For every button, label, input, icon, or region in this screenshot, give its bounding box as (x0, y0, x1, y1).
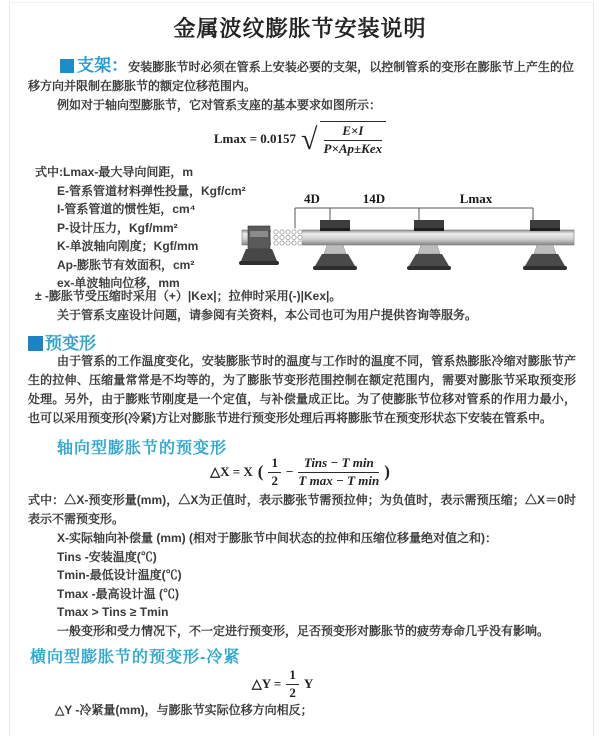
definition-item: X-实际轴向补偿量 (mm) (相对于膨胀节中间状态的拉伸和压缩位移量绝对值之和)： (57, 531, 497, 545)
lmax-formula-numerator: E×I (324, 124, 383, 141)
lateral-subheading: 横向型膨胀节的预变形-冷紧 (30, 649, 241, 666)
open-paren: ( (257, 462, 264, 482)
delta-y-lhs: △Y = (251, 676, 282, 692)
dim-label-lmax: Lmax (459, 191, 493, 206)
definition-item: Tmax -最高设计温 (℃) (57, 586, 180, 601)
support-paragraph (28, 56, 574, 96)
delta-y-denominator: 2 (289, 684, 296, 700)
predeform-paragraph: 由于管系的工作温度变化，安装膨胀节时的温度与工作时的温度不同，管系热膨胀冷缩对膨胀节产生的拉伸、压缩量常常是不均等的，为了膨胀节变形范围控制在额定范围内，需要对膨胀节采取预变形处理。另外，由于膨账节刚度是一个定值，与补偿量成正比。为了使膨胀节位移对管系的作用力最小，也可以采用预变形(冷紧)方让对膨胀节进行预变形处理后再将膨胀节在预变形状态下安装在管系中。 (28, 354, 576, 425)
temperature-definitions-list (57, 529, 549, 641)
page-title: 金属波纹膨胀节安装说明 (173, 16, 427, 41)
definition-item: Ap-膨胀节有效面积，cm² (57, 257, 195, 272)
predeform-heading-label: 预变形 (45, 334, 96, 353)
half-denominator: 2 (271, 472, 278, 488)
radical-icon: √ (301, 122, 318, 156)
definition-item: ex-单波轴向位移，mm (57, 276, 180, 290)
minus-operator: − (285, 464, 294, 480)
support-section-heading: 支架： (77, 56, 129, 75)
definition-item: K-单波轴向刚度；Kgf/mm (57, 239, 199, 253)
lmax-formula-lhs: Lmax = 0.0157 (213, 130, 297, 146)
half-numerator: 1 (268, 456, 281, 473)
delta-x-formula (0, 456, 600, 489)
bellows-icon (271, 229, 302, 247)
sign-convention-note: ± -膨胀节受压缩时采用（+）|Kex|；拉伸时采用(-)|Kex|。 (35, 289, 342, 303)
predeform-section-heading (28, 329, 96, 354)
axial-subheading: 轴向型膨胀节的预变形 (57, 440, 228, 457)
dim-label-14d: 14D (362, 191, 386, 206)
pipe-support-diagram (238, 190, 590, 291)
definition-item: E-管系管道材料弹性投量，Kgf/cm² (57, 183, 246, 198)
definition-item: I-管系管道的惯性矩，cm⁴ (57, 202, 196, 216)
definition-item: Tmin-最低设计温度(℃) (57, 568, 182, 583)
delta-y-rhs: Y (303, 676, 314, 692)
delta-y-numerator: 1 (286, 668, 299, 685)
service-note: 关于管系支座设计问题，请参阅有关资料，本公司也可为用户提供咨询等服务。 (57, 308, 478, 322)
general-note: 一般变形和受力情况下，不一定进行预变形，足否预变形对膨胀节的疲劳寿命几乎没有影响。 (57, 623, 550, 638)
temp-numerator: Tins − T min (298, 456, 379, 473)
cold-tighten-note: △Y -冷紧量(mm)，与膨胀节实际位移方向相反； (55, 703, 313, 717)
close-paren: ) (384, 462, 390, 482)
temp-denominator: T max − T min (298, 472, 380, 488)
support-paragraph-text: 安装膨胀节时必须在管系上安装必要的支架，以控制管系的变形在膨胀节上产生的位移方向并限制在膨胀节的额定位移范围内。 (28, 60, 574, 93)
section-bullet-square-icon (28, 336, 43, 351)
definition-item: Tmax > Tins ≥ Tmin (57, 605, 169, 620)
definition-item: 式中:Lmax-最大导向间距，m (35, 165, 194, 179)
delta-x-explanation: 式中：△X-预变形量(mm)，△X为正值时，表示膨张节需预拉伸；为负值时，表示需预压缩；△X＝0时表示不需预变形。 (28, 493, 576, 526)
delta-x-lhs: △X = X (210, 464, 253, 480)
square-root-expression (301, 121, 386, 157)
support-section (28, 56, 574, 115)
support-example-line: 例如对于轴向型膨胀节，它对管系支座的基本要求如图所示： (57, 98, 382, 112)
definition-item: P-设计压力，Kgf/mm² (57, 220, 178, 235)
dim-label-4d: 4D (304, 191, 320, 206)
lmax-formula-denominator: P×Ap±Kex (323, 140, 383, 156)
definition-item: Tins -安装温度(℃) (57, 549, 157, 564)
variable-definitions-list (35, 163, 246, 293)
delta-y-formula (0, 668, 565, 701)
lmax-formula (0, 121, 600, 157)
section-bullet-square-icon (60, 59, 74, 73)
